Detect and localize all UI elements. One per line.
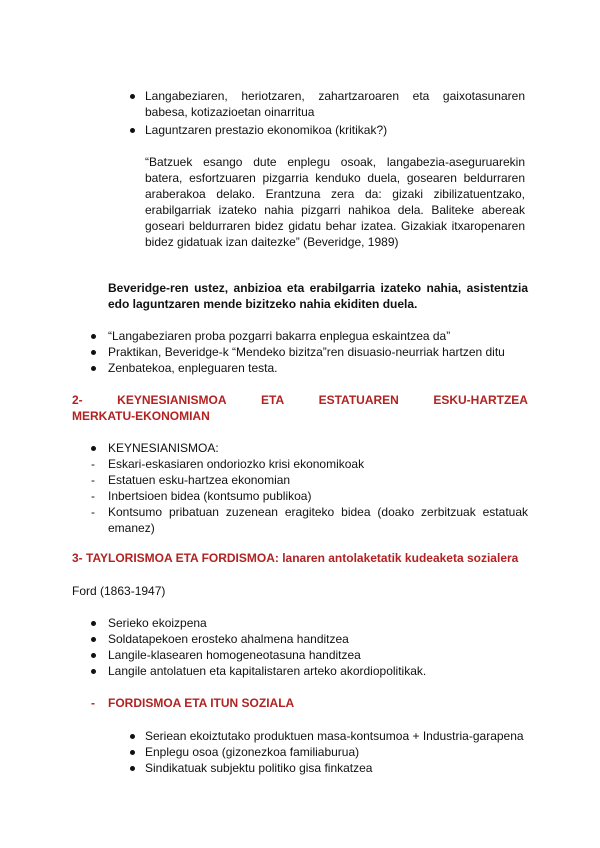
heading-word: ESTATUAREN [318, 393, 399, 407]
section-3-item: Soldatapekoen erosteko ahalmena handitzea [108, 632, 349, 646]
bullet-icon [130, 766, 135, 771]
section-2-dash-item: Eskari-eskasiaren ondoriozko krisi ekonomikoak [108, 457, 365, 471]
list-2-item: Praktikan, Beveridge-k “Mendeko bizitza”ren disuasio-neurriak hartzen ditu [108, 345, 505, 359]
section-2-dash-item: Inbertsioen bidea (kontsumo publikoa) [108, 489, 312, 503]
quote-line: goseari beldurraren bidez gidatu behar izatea. Gizakiak itxaropenaren [145, 219, 525, 233]
list-1-item-1-line-1: Langabeziaren, heriotzaren, zahartzaroaren eta gaixotasunaren [145, 89, 525, 103]
section-2-dash-item-line-2: emanez) [108, 521, 155, 535]
dash-icon: - [91, 505, 95, 519]
bullet-icon [130, 94, 135, 99]
quote-line: “Batzuek esango dute enplegu osoak, langabezia-aseguruarekin [145, 155, 525, 169]
section-2-dash-item: Estatuen esku-hartzea ekonomian [108, 473, 291, 487]
section-2-bullet: KEYNESIANISMOA: [108, 441, 219, 455]
quote-line: batera, esfortzuaren pizgarria kenduko duela, gosearen beldurraren [145, 171, 525, 185]
heading-word: ESKU-HARTZEA [433, 393, 528, 407]
sub-heading-dash: - [91, 696, 95, 710]
dash-icon: - [91, 489, 95, 503]
section-3-item: Langile-klasearen homogeneotasuna handitzea [108, 648, 361, 662]
fordismoa-item: Enplegu osoa (gizonezkoa familiaburua) [145, 745, 360, 759]
quote-line: erabilgarriak izateko nahia pizgarri nahikoa dela. Baliteke abereak [145, 203, 525, 217]
section-3-item: Langile antolatuen eta kapitalistaren arteko akordiopolitikak. [108, 664, 427, 678]
bullet-icon [91, 350, 96, 355]
section-2-heading-line-1 [72, 392, 528, 408]
bullet-icon [130, 750, 135, 755]
dash-icon: - [91, 473, 95, 487]
section-2-heading-line-2: MERKATU-EKONOMIAN [72, 409, 210, 423]
bullet-icon [91, 446, 96, 451]
bullet-icon [130, 128, 135, 133]
bullet-icon [91, 637, 96, 642]
heading-word: 2- [72, 393, 83, 407]
dash-icon: - [91, 457, 95, 471]
section-3-item: Serieko ekoizpena [108, 616, 207, 630]
list-2-item: “Langabeziaren proba pozgarri bakarra enplegua eskaintzea da” [108, 329, 451, 343]
quote-line: araberakoa delako. Erantzuna zera da: gizaki zibilizatuentzako, [145, 187, 525, 201]
fordismoa-item: Sindikatuak subjektu politiko gisa finkatzea [145, 761, 373, 775]
fordismoa-item: Seriean ekoiztutako produktuen masa-kontsumoa + Industria-garapena [145, 729, 524, 743]
bold-statement-line-1: Beveridge-ren ustez, anbizioa eta erabilgarria izateko nahia, asistentzia [108, 281, 528, 295]
heading-word: KEYNESIANISMOA [117, 393, 227, 407]
bullet-icon [130, 734, 135, 739]
bullet-icon [91, 621, 96, 626]
ford-line: Ford (1863-1947) [72, 584, 166, 598]
list-2-item: Zenbatekoa, enpleguaren testa. [108, 361, 278, 375]
sub-heading: FORDISMOA ETA ITUN SOZIALA [108, 696, 295, 710]
bullet-icon [91, 669, 96, 674]
bullet-icon [91, 334, 96, 339]
section-3-heading: 3- TAYLORISMOA ETA FORDISMOA: lanaren antolaketatik kudeaketa sozialera [72, 551, 519, 565]
heading-word: ETA [261, 393, 285, 407]
section-2-dash-item: Kontsumo pribatuan zuzenean eragiteko bidea (doako zerbitzuak estatuak [108, 505, 528, 519]
quote-line: bidez gidatuak izan daitezke” (Beveridge, 1989) [145, 235, 399, 249]
bullet-icon [91, 366, 96, 371]
list-1-item-1-line-2: babesa, kotizazioetan oinarritua [145, 105, 315, 119]
bullet-icon [91, 653, 96, 658]
bold-statement-line-2: edo laguntzaren mende bizitzeko nahia ekiditen duela. [108, 297, 418, 311]
list-1-item-2: Laguntzaren prestazio ekonomikoa (kritikak?) [145, 123, 388, 137]
